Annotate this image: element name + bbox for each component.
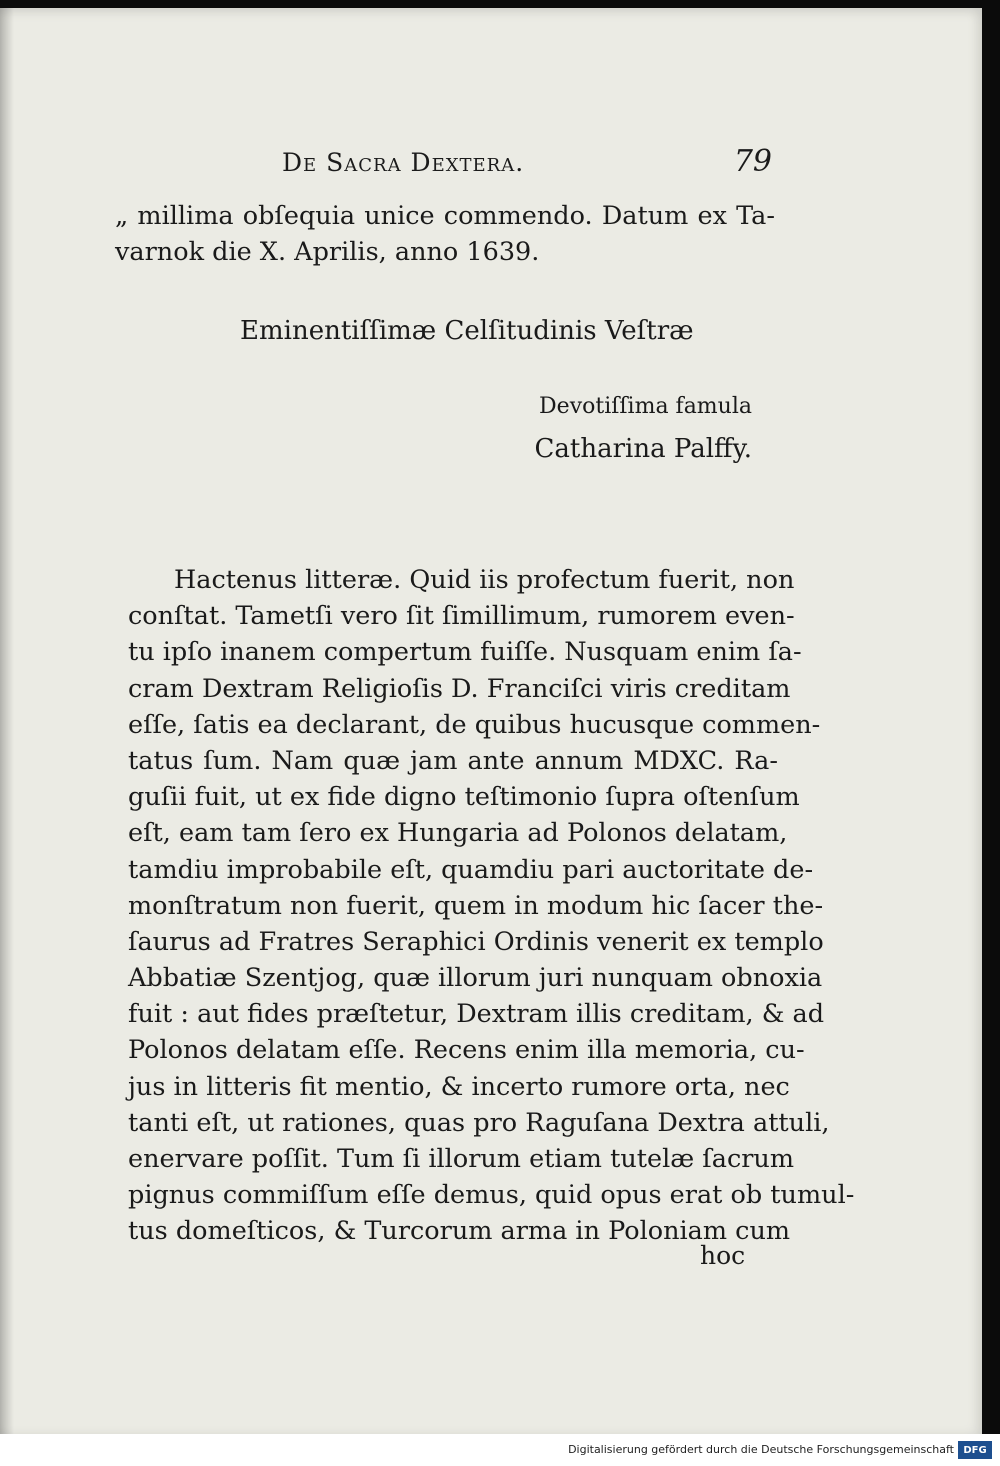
catchword: hoc <box>700 1241 746 1270</box>
text-line: cram Dextram Religioſis D. Franciſci viris creditam <box>128 673 791 704</box>
text-line: jus in litteris fit mentio, & incerto rumore orta, nec <box>128 1071 790 1102</box>
text-line: eſſe, ſatis ea declarant, de quibus hucusque commen- <box>128 709 821 740</box>
text-line: monſtratum non fuerit, quem in modum hic ſacer the- <box>128 890 824 921</box>
running-title: De Sacra Dextera. <box>282 148 525 177</box>
book-page <box>0 8 982 1434</box>
body-paragraph <box>128 562 855 1250</box>
text-line: varnok die X. Aprilis, anno 1639. <box>115 237 540 268</box>
text-line: tatus ſum. Nam quæ jam ante annum MDXC. Ra- <box>128 745 778 776</box>
signature-name: Catharina Palffy. <box>534 434 752 464</box>
text-line: „ millima obſequia unice commendo. Datum ex Ta- <box>115 201 775 231</box>
letter-closing-text <box>115 198 775 270</box>
text-line: tanti eſt, ut rationes, quas pro Raguſana Dextra attuli, <box>128 1107 830 1138</box>
text-line: fuit : aut fides præſtetur, Dextram illis creditam, & ad <box>128 999 825 1030</box>
text-line: Polonos delatam eſſe. Recens enim illa memoria, cu- <box>128 1035 805 1066</box>
text-line: enervare poſſit. Tum ſi illorum etiam tutelæ ſacrum <box>128 1144 795 1174</box>
page-header <box>282 144 772 184</box>
text-line: tus domeſticos, & Turcorum arma in Poloniam cum <box>128 1216 791 1247</box>
text-line: Hactenus litteræ. Quid iis profectum fuerit, non <box>174 565 795 595</box>
page-number: 79 <box>733 144 772 179</box>
text-line: pignus commiſſum eſſe demus, quid opus erat ob tumul- <box>128 1180 855 1211</box>
signature-role: Devotiſſima famula <box>539 394 752 419</box>
text-line: tamdiu improbabile eſt, quamdiu pari auctoritate de- <box>128 854 814 885</box>
letter-salutation: Eminentiſſimæ Celſitudinis Veſtræ <box>240 316 694 346</box>
dfg-logo: DFG <box>958 1441 992 1459</box>
digitization-footer <box>0 1434 1000 1466</box>
gutter-shadow <box>0 8 14 1434</box>
text-line: conſtat. Tametſi vero ſit ſimillimum, rumorem even- <box>128 601 795 632</box>
funding-note: Digitalisierung gefördert durch die Deutsche Forschungsgemeinschaft <box>568 1443 954 1456</box>
text-line: Abbatiæ Szentjog, quæ illorum juri nunquam obnoxia <box>128 963 823 994</box>
text-line: guſii fuit, ut ex fide digno teſtimonio ſupra oſtenſum <box>128 782 800 813</box>
text-line: ſaurus ad Fratres Seraphici Ordinis venerit ex templo <box>128 926 824 957</box>
text-line: eſt, eam tam ſero ex Hungaria ad Polonos delatam, <box>128 818 788 849</box>
text-line: tu ipſo inanem compertum fuiſſe. Nusquam enim ſa- <box>128 637 802 668</box>
